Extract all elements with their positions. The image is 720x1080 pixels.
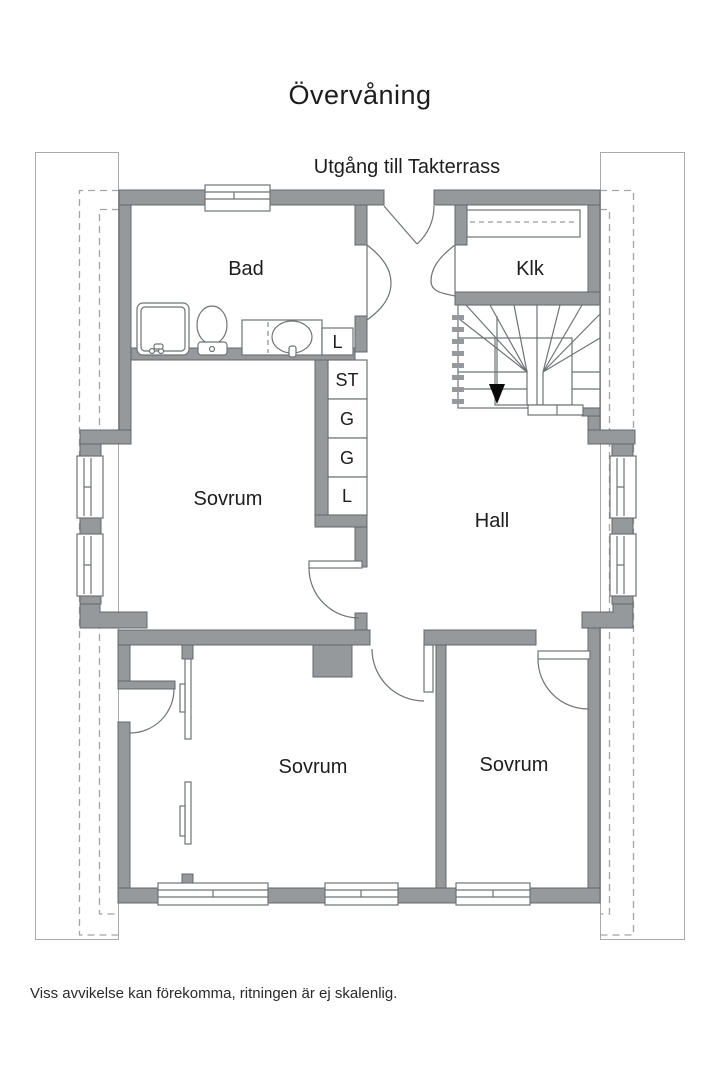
closet-label-bath-l: L — [332, 332, 343, 352]
right-bay-window-top — [610, 456, 636, 518]
closet-column — [328, 360, 367, 515]
room-label-bedroom-left: Sovrum — [193, 488, 263, 510]
bathroom-window — [205, 185, 270, 211]
bedroom-left-door — [309, 561, 362, 618]
bedroom-right-door — [538, 651, 590, 709]
toilet-icon — [197, 306, 227, 355]
staircase — [452, 305, 600, 415]
klk-wardrobe — [467, 210, 580, 237]
bathroom-linen-closet — [322, 328, 353, 355]
right-bay-window-bottom — [610, 534, 636, 596]
room-label-klk: Klk — [516, 258, 544, 280]
hall-throat-walls — [367, 245, 455, 320]
terrace-door — [384, 206, 434, 244]
closet-label-st: ST — [335, 370, 359, 390]
shower-icon — [137, 303, 189, 355]
left-strip-door — [130, 689, 174, 733]
bottom-window-middle — [325, 883, 398, 905]
bottom-window-left — [158, 883, 268, 905]
room-label-bedroom-middle: Sovrum — [278, 756, 348, 778]
bedroom-middle-door — [372, 645, 433, 701]
bottom-window-right — [456, 883, 530, 905]
closet-label-g2: G — [339, 448, 355, 468]
room-label-hall: Hall — [474, 510, 510, 532]
chimney-shaft — [313, 645, 352, 677]
disclaimer-text: Viss avvikelse kan förekomma, ritningen är ej skalenlig. — [30, 985, 398, 1002]
sink-vanity-icon — [242, 320, 322, 357]
terrace-exit-annotation: Utgång till Takterrass — [313, 156, 501, 178]
room-label-bathroom: Bad — [228, 258, 264, 280]
left-bay-window-top — [77, 456, 103, 518]
room-label-bedroom-right: Sovrum — [479, 754, 549, 776]
sliding-partition — [180, 659, 191, 844]
closet-label-g1: G — [339, 409, 355, 429]
page-title: Övervåning — [288, 80, 432, 110]
walls — [80, 190, 635, 903]
left-bay-window-bottom — [77, 534, 103, 596]
closet-label-l: L — [341, 486, 353, 506]
